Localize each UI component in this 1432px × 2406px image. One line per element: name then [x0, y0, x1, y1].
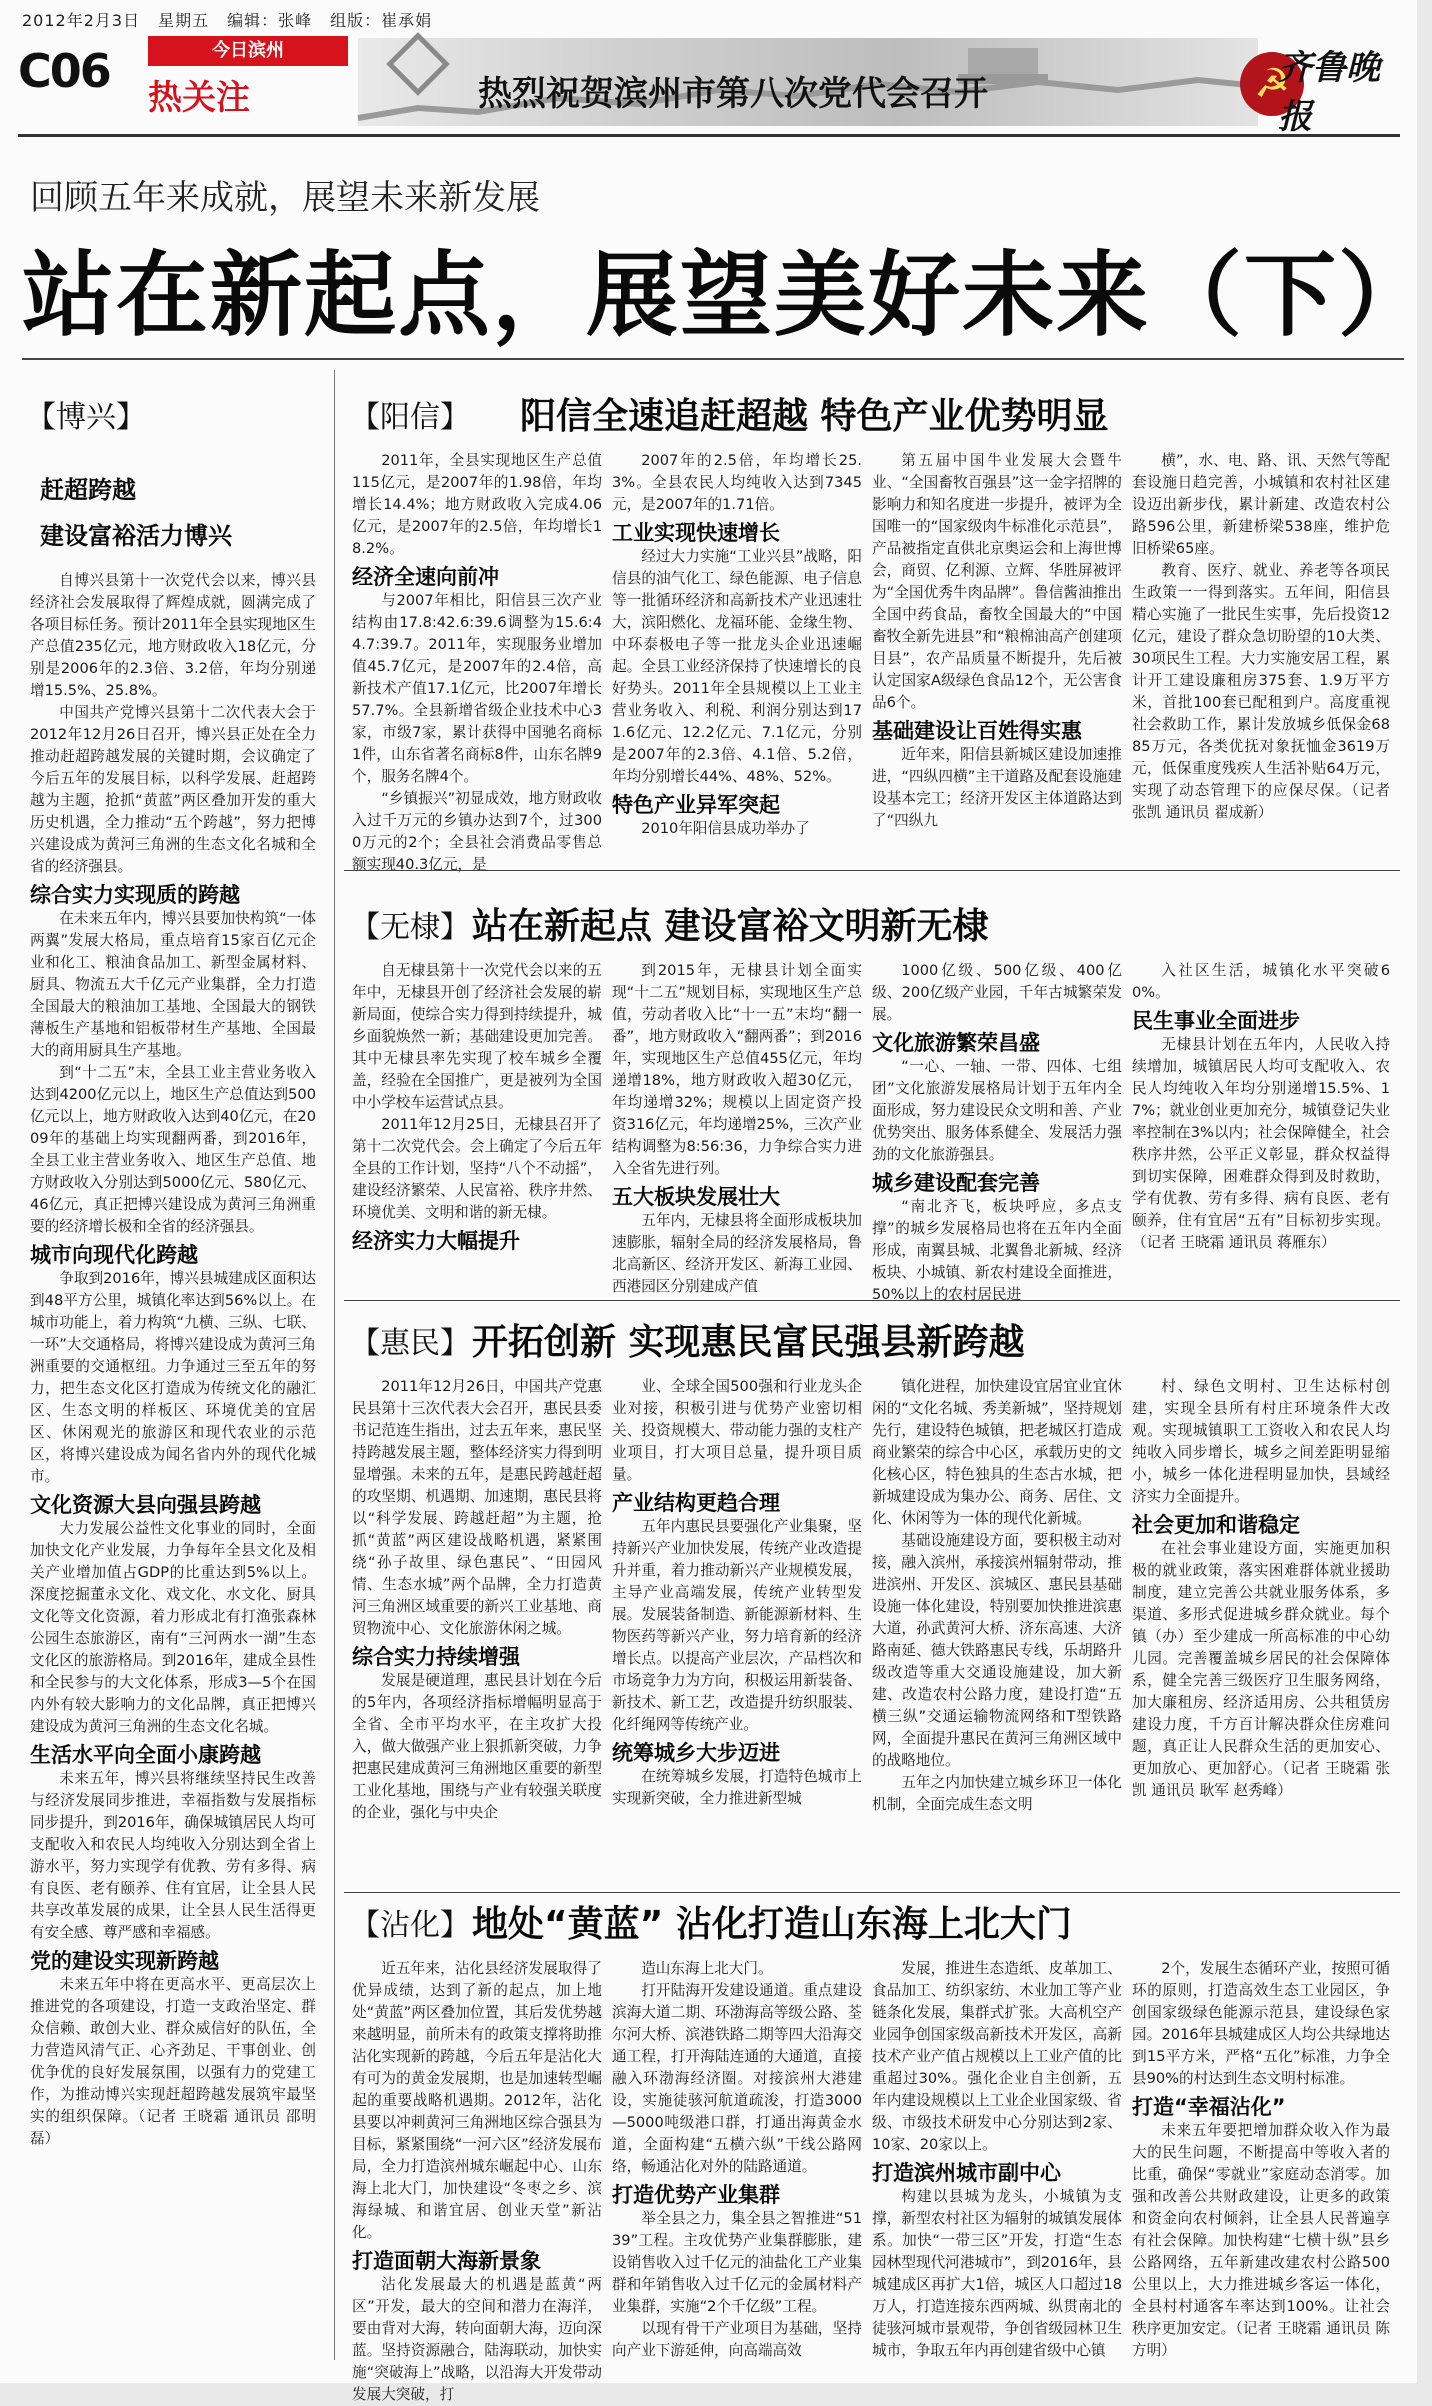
paragraph: 以现有骨干产业项目为基础，坚持向产业下游延伸，向高端高效 — [612, 2320, 862, 2359]
subheading: 产业结构更趋合理 — [612, 1491, 780, 1515]
subheading: 经济实力大幅提升 — [352, 1229, 520, 1253]
page-number: C06 — [18, 44, 110, 98]
paragraph: 在社会事业建设方面，实施更加积极的就业政策，落实困难群体就业援助制度，建立完善公共就业服务体系，多渠道、多形式促进城乡群众就业。每个镇（办）至少建成一所高标准的中心幼儿园。完善覆盖城乡居民的社会保障体系，健全完善三级医疗卫生服务网络，加大廉租房、经济适用房、公共租赁房建设力度，千方百计解决群众住房难问题，真正让人民群众生活的更加安心、更加放心、更加舒心。（记者 王晓霜 张凯 通讯员 耿军 赵秀峰） — [1132, 1540, 1390, 1799]
region-boxing-label: 【博兴】 — [26, 400, 146, 435]
paragraph: 未来五年中将在更高水平、更高层次上推进党的各项建设，打造一支政治坚定、群众信赖、敢创大业、群众威信好的队伍，全力营造风清气正、心齐劲足、干事创业、创优争优的良好发展氛围，以强有力的党建工作，为推动博兴实现赶超跨越发展筑牢最坚实的组织保障。（记者 王晓霜 通讯员 邵明磊） — [30, 1976, 316, 2147]
wudi-col-3 — [872, 960, 1122, 1330]
subheading: 特色产业异军突起 — [612, 793, 780, 817]
wudi-col-2 — [612, 960, 862, 1330]
paragraph: 在统筹城乡发展，打造特色城市上实现新突破，全力推进新型城 — [612, 1768, 862, 1807]
huimin-col-1 — [352, 1376, 602, 1876]
paragraph: 1000亿级、500亿级、400亿级、200亿级产业园，千年古城繁荣发展。 — [872, 962, 1122, 1023]
article-title: 站在新起点，展望美好未来（下） — [22, 242, 1432, 349]
yangxin-col-3 — [872, 450, 1122, 852]
wudi-heading: 站在新起点 建设富裕文明新无棣 — [472, 906, 989, 947]
subheading: 城乡建设配套完善 — [872, 1171, 1040, 1195]
yangxin-heading: 阳信全速追赶超越 特色产业优势明显 — [520, 396, 1109, 437]
region-yangxin-label: 【阳信】 — [350, 400, 470, 435]
paragraph: 沾化发展最大的机遇是蓝黄“两区”开发，最大的空间和潜力在海洋，要由背对大海，转向面朝大海，迈向深蓝。坚持资源融合，陆海联动，加快实施“突破海上”战略，以沿海大开发带动发展大突破，打 — [352, 2276, 602, 2403]
subheading: 综合实力实现质的跨越 — [30, 883, 240, 907]
paragraph: “一心、一轴、一带、四体、七组团”文化旅游发展格局计划于五年内全面形成，努力建设民众文明和善、产业优势突出、服务体系健全、发展活力强劲的文化旅游强县。 — [872, 1058, 1122, 1163]
paragraph: 横”，水、电、路、讯、天然气等配套设施日趋完善，小城镇和农村社区建设迈出新步伐，累计新建、改造农村公路596公里，新建桥梁538座，维护危旧桥梁65座。 — [1132, 452, 1390, 557]
subheading: 工业实现快速增长 — [612, 521, 780, 545]
paragraph: 入社区生活，城镇化水平突破60%。 — [1132, 962, 1390, 1001]
paragraph: “乡镇振兴”初显成效，地方财政收入过千万元的乡镇办达到7个，过3000万元的2个；全县社会消费品零售总额实现40.3亿元，是 — [352, 790, 602, 873]
paragraph: 近年来，阳信县新城区建设加速推进，“四纵四横”主干道路及配套设施建设基本完工；经济开发区主体道路达到了“四纵九 — [872, 746, 1122, 829]
paragraph: 2011年，全县实现地区生产总值115亿元，是2007年的1.98倍，年均增长14.4%；地方财政收入完成4.06亿元，是2007年的2.5倍，年均增长18.2%。 — [352, 452, 602, 557]
paragraph: 村、绿色文明村、卫生达标村创建，实现全县所有村庄环境条件大改观。实现城镇职工工资收入和农民人均纯收入同步增长，城乡之间差距明显缩小，城乡一体化进程明显加快，县域经济实力全面提升。 — [1132, 1378, 1390, 1505]
boxing-heading-2: 建设富裕活力博兴 — [40, 522, 232, 550]
title-divider — [22, 358, 1404, 360]
wudi-col-1 — [352, 960, 602, 1330]
paragraph: 基础设施建设方面，要积极主动对接，融入滨州，承接滨州辐射带动，推进滨州、开发区、滨城区、惠民县基础设施一体化建设，特别要加快推进滨惠大道，孙武黄河大桥、济东高速、大济路南延、德大铁路惠民专线，乐胡路升级改造等重大交通设施建设，加大新建、改造农村公路力度，建设打造“五横三纵”交通运输物流网络和T型铁路网，全面提升惠民在黄河三角洲区域中的战略地位。 — [872, 1532, 1122, 1769]
banner-title: 热烈祝贺滨州市第八次党代会召开 — [478, 74, 988, 114]
paragraph: “南北齐飞，板块呼应，多点支撑”的城乡发展格局也将在五年内全面形成，南翼县城、北翼鲁北新城、经济板块、小城镇、新农村建设全面推进，50%以上的农村居民进 — [872, 1198, 1122, 1303]
paragraph: 2007年的2.5倍，年均增长25.3%。全县农民人均纯收入达到7345元，是2007年的1.71倍。 — [612, 452, 862, 513]
subheading: 基础建设让百姓得实惠 — [872, 719, 1082, 743]
paragraph: 自博兴县第十一次党代会以来，博兴县经济社会发展取得了辉煌成就，圆满完成了各项目标任务。预计2011年全县实现地区生产总值235亿元，地方财政收入18亿元，分别是2006年的2.3倍、3.2倍，年均分别递增15.5%、25.8%。 — [30, 572, 316, 699]
paragraph: 五年之内加快建立城乡环卫一体化机制，全面完成生态文明 — [872, 1774, 1122, 1813]
paragraph: 业、全球全国500强和行业龙头企业对接，积极引进与优势产业密切相关、投资规模大、带动能力强的支柱产业项目，打大项目总量，提升项目质量。 — [612, 1378, 862, 1483]
huimin-col-3 — [872, 1376, 1122, 1876]
subheading: 打造面朝大海新景象 — [352, 2249, 541, 2273]
newspaper-masthead: 齐鲁晚报 — [1278, 48, 1380, 137]
paragraph: 大力发展公益性文化事业的同时，全面加快文化产业发展，力争每年全县文化及相关产业增加值占GDP的比重达到5%以上。深度挖掘董永文化、戏文化、水文化、厨具文化等文化资源，着力形成北有打渔张森林公园生态旅游区，南有“三河两水一湖”生态文化区的旅游格局。到2016年，建成全县性和全民参与的大文化体系，形成3—5个在国内外有较大影响力的文化品牌，真正把博兴建设成为黄河三角洲的生态文化名城。 — [30, 1520, 316, 1735]
subheading: 党的建设实现新跨越 — [30, 1949, 219, 1973]
huimin-col-2 — [612, 1376, 862, 1876]
wudi-col-4 — [1132, 960, 1390, 1330]
boxing-heading-1: 赶超跨越 — [40, 476, 136, 504]
paragraph: 五年内惠民县要强化产业集聚，坚持新兴产业加快发展，传统产业改造提升并重，着力推动新兴产业规模发展，主导产业高端发展，传统产业转型发展。发展装备制造、新能源新材料、生物医药等新兴产业，努力培育新的经济增长点。以提高产业层次，产品档次和市场竞争力为方向，积极运用新装备、新技术、新工艺，改造提升纺织服装、化纤绳网等传统产业。 — [612, 1518, 862, 1733]
paragraph: 2010年阳信县成功举办了 — [641, 820, 810, 837]
subheading: 统筹城乡大步迈进 — [612, 1741, 780, 1765]
paragraph: 镇化进程，加快建设宜居宜业宜休闲的“文化名城、秀美新城”，坚持规划先行，建设特色城镇，把老城区打造成商业繁荣的综合中心区，承载历史的文化核心区，特色独具的生态古水城，把新城建设成为集办公、商务、居住、文化、休闲等为一体的现代化新城。 — [872, 1378, 1122, 1527]
paragraph: 中国共产党博兴县第十二次代表大会于2012年12月26日召开，博兴县正处在全力推动赶超跨越发展的关键时期，会议确定了今后五年的发展目标，以科学发展、赶超跨越为主题，抢抓“黄蓝”两区叠加开发的重大历史机遇，全力推动“五个跨越”，努力把博兴建设成为黄河三角洲的生态文化名城和全省的经济强县。 — [30, 704, 316, 875]
layout-credit: 组版：崔承娟 — [330, 11, 433, 30]
subheading: 文化资源大县向强县跨越 — [30, 1493, 261, 1517]
paragraph: 争取到2016年，博兴县城建成区面积达到48平方公里，城镇化率达到56%以上。在城市功能上，着力构筑“九横、三纵、七联、一环”大交通格局，将博兴建设成为黄河三角洲重要的交通枢纽。力争通过三至五年的努力，把生态文化区打造成为传统文化的融汇区、生态文明的样板区、环境优美的宜居区、休闲观光的旅游区和现代农业的示范区，将博兴建设成为闻名省内外的现代化城市。 — [30, 1270, 316, 1485]
subheading: 打造滨州城市副中心 — [872, 2161, 1061, 2185]
paragraph: 2011年12月25日，无棣县召开了第十二次党代会。会上确定了今后五年全县的工作计划，坚持“八个不动摇”，建设经济繁荣、人民富裕、秩序井然、环境优美、文明和谐的新无棣。 — [352, 1116, 602, 1221]
yangxin-col-4 — [1132, 450, 1390, 852]
paragraph: 五年内，无棣县将全面形成板块加速膨胀，辐射全局的经济发展格局，鲁北高新区、经济开发区、新海工业园、西港园区分别建成产值 — [612, 1212, 862, 1295]
paragraph: 第五届中国牛业发展大会暨牛业、“全国畜牧百强县”这一金字招牌的影响力和知名度进一步提升，被评为全国唯一的“国家级肉牛标准化示范县”，产品被指定直供北京奥运会和上海世博会，商贸、亿利源、立辉、华胜屏被评为“全国优秀牛肉品牌”。鲁信酱油推出全国中药食品，畜牧全国最大的“中国畜牧全新先进县”和“粮棉油高产创建项目县”，农产品质量不断提升，先后被认定国家A级绿色食品12个，无公害食品6个。 — [872, 452, 1122, 711]
huimin-col-4 — [1132, 1376, 1390, 1876]
issue-weekday: 星期五 — [158, 11, 210, 30]
yangxin-col-1 — [352, 450, 602, 873]
paragraph: 经过大力实施“工业兴县”战略，阳信县的油气化工、绿色能源、电子信息等一批循环经济和高新技术产业迅速壮大，滨阳燃化、龙福环能、金缘生物、中环泰极电子等一批龙头企业迅速崛起。全县工业经济保持了快速增长的良好势头。2011年全县规模以上工业主营业务收入、利税、利润分别达到171.6亿元、12.2亿元、7.1亿元，分别是2007年的2.3倍、4.1倍、5.2倍，年均分别增长44%、48%、52%。 — [612, 548, 862, 785]
paragraph: 举全县之力，集全县之智推进“5139”工程。主攻优势产业集群膨胀，建设销售收入过千亿元的油盐化工产业集群和年销售收入过千亿元的金属材料产业集群，实施“2个千亿级”工程。 — [612, 2210, 862, 2315]
zhanhua-col-3 — [872, 1958, 1122, 2368]
paragraph: 自无棣县第十一次党代会以来的五年中，无棣县开创了经济社会发展的崭新局面，使综合实力得到持续提升，城乡面貌焕然一新；基础建设更加完善。其中无棣县率先实现了校车城乡全覆盖，经验在全国推广，更是被列为全国中小学校车运营试点县。 — [352, 962, 602, 1111]
paragraph: 近五年来，沾化县经济发展取得了优异成绩，达到了新的起点，加上地处“黄蓝”两区叠加位置，其后发优势越来越明显，前所未有的政策支撑将助推沾化实现新的跨越，今后五年是沾化大有可为的黄金发展期，也是加速转型崛起的重要战略机遇期。2012年，沾化县要以冲刺黄河三角洲地区综合强县为目标，紧紧围绕“一河六区”经济发展布局，全力打造滨州城东崛起中心、山东海上北大门，加快建设“冬枣之乡、滨海绿城、和谐宜居、创业天堂”新沾化。 — [352, 1960, 602, 2241]
subheading: 综合实力持续增强 — [352, 1645, 520, 1669]
subheading: 经济全速向前冲 — [352, 565, 499, 589]
paragraph: 与2007年相比，阳信县三次产业结构由17.8:42.6:39.6调整为15.6:44.7:39.7。2011年，实现服务业增加值45.7亿元，是2007年的2.4倍，高新技术产值17.1亿元，比2007年增长57.7%。全县新增省级企业技术中心3家，市级7家，累计获得中国驰名商标1件，山东省著名商标8件，山东名牌9个，服务名牌4个。 — [352, 592, 602, 785]
subheading: 城市向现代化跨越 — [30, 1243, 198, 1267]
subheading: 打造优势产业集群 — [612, 2183, 780, 2207]
region-huimin-label: 【惠民】 — [350, 1326, 470, 1361]
boxing-body — [30, 570, 316, 2360]
paragraph: 未来五年，博兴县将继续坚持民生改善与经济发展同步推进，幸福指数与发展指标同步提升，到2016年，确保城镇居民人均可支配收入和农民人均纯收入分别达到全省上游水平，努力实现学有优教、劳有多得、病有良医、老有颐养、住有宜居，让全县人民共享改革发展的成果，让全县人民生活得更有安全感、尊严感和幸福感。 — [30, 1770, 316, 1941]
subheading: 文化旅游繁荣昌盛 — [872, 1031, 1040, 1055]
page-info-line — [22, 8, 450, 31]
zhanhua-col-2 — [612, 1958, 862, 2368]
subheading: 五大板块发展壮大 — [612, 1185, 780, 1209]
section-divider — [344, 1892, 1400, 1893]
editor-credit: 编辑：张峰 — [227, 11, 313, 30]
yangxin-col-2 — [612, 450, 862, 852]
subheading: 民生事业全面进步 — [1132, 1009, 1300, 1033]
paragraph: 构建以县城为龙头，小城镇为支撑，新型农村社区为辐射的城镇发展体系。加快“一带三区”开发，打造“生态园林型现代河港城市”，到2016年，县城建成区再扩大1倍，城区人口超过18万人，打造连接东西两城、纵贯南北的徒骇河城市景观带，争创省级园林卫生城市，争取五年内再创建省级中心镇 — [872, 2188, 1122, 2359]
page-header — [18, 32, 1400, 137]
paragraph: 发展，推进生态造纸、皮革加工、食品加工、纺织家纺、木业加工等产业链条化发展，集群式扩张。大高机空产业园争创国家级高新技术开发区，高新技术产业产值占规模以上工业产值的比重超过30%。强化企业自主创新，五年内建设规模以上工业企业国家级、省级、市级技术研发中心分别达到2家、10家、20家以上。 — [872, 1960, 1122, 2153]
column-divider — [334, 370, 335, 2360]
paragraph: 教育、医疗、就业、养老等各项民生政策一一得到落实。五年间，阳信县精心实施了一批民生实事，先后投资12亿元，建设了群众急切盼望的10大类、30项民生工程。大力实施安居工程，累计开工建设廉租房375套、1.9万平方米，首批100套已配租到户。高度重视社会救助工作，累计发放城乡低保金6885万元，各类优抚对象抚恤金3619万元，低保重度残疾人生活补贴64万元，实现了动态管理下的应保尽保。（记者 张凯 通讯员 翟成新） — [1132, 562, 1390, 821]
zhanhua-col-1 — [352, 1958, 602, 2403]
zhanhua-col-4 — [1132, 1958, 1390, 2368]
section-tag — [148, 36, 348, 134]
article-subtitle: 回顾五年来成就，展望未来新发展 — [30, 178, 540, 218]
paragraph: 2个，发展生态循环产业，按照可循环的原则，打造高效生态工业园区，争创国家级绿色能源示范县，建设绿色家园。2016年县城建成区人均公共绿地达到15平方米，严格“五化”标准，力争全县90%的村达到生态文明村标准。 — [1132, 1960, 1390, 2087]
hammer-sickle-icon: ☭ — [1240, 52, 1304, 116]
paragraph: 到2015年，无棣县计划全面实现“十二五”规划目标，实现地区生产总值，劳动者收入比“十一五”末均“翻一番”，地方财政收入“翻两番”；到2016年，实现地区生产总值455亿元，年均递增18%，地方财政收入超30亿元，年均递增32%；规模以上固定资产投资316亿元，年均递增25%，三次产业结构调整为8:56:36，力争综合实力进入全省先进行列。 — [612, 962, 863, 1177]
subheading: 社会更加和谐稳定 — [1132, 1513, 1300, 1537]
subheading: 打造“幸福沾化” — [1132, 2095, 1286, 2119]
paragraph: 2011年12月26日，中国共产党惠民县第十三次代表大会召开，惠民县委书记范连生指出，过去五年来，惠民坚持跨越发展主题，整体经济实力得到明显增强。未来的五年，是惠民跨越赶超的攻坚期、机遇期、加速期，惠民县将以“科学发展、跨越赶超”为主题，抢抓“黄蓝”两区建设战略机遇，紧紧围绕“孙子故里、绿色惠民”、“田园风情、生态水城”两个品牌，全力打造黄河三角洲区域重要的新兴工业基地、商贸物流中心、文化旅游休闲之城。 — [352, 1378, 602, 1637]
subheading: 生活水平向全面小康跨越 — [30, 1743, 261, 1767]
paragraph: 打开陆海开发建设通道。重点建设滨海大道二期、环渤海高等级公路、荃尔河大桥、滨港铁路二期等四大沿海交通工程，打开海陆连通的大通道，直接融入环渤海经济圈。对接滨州大港建设，实施徒骇河航道疏浚，打造3000—5000吨级港口群，打通出海黄金水道，全面构建“五横六纵”干线公路网络，畅通沾化对外的陆路通道。 — [612, 1982, 862, 2175]
zhanhua-heading: 地处“黄蓝” 沾化打造山东海上北大门 — [472, 1904, 1072, 1945]
paragraph: 到“十二五”末，全县工业主营业务收入达到4200亿元以上，地区生产总值达到500亿元以上，地方财政收入达到40亿元，在2009年的基础上均实现翻两番，到2016年，全县工业主营业务收入、地区生产总值、地方财政收入分别达到5000亿元、580亿元、46亿元，真正把博兴建设成为黄河三角洲重要的经济增长极和全省的经济强县。 — [30, 1064, 316, 1235]
paragraph: 未来五年要把增加群众收入作为最大的民生问题，不断提高中等收入者的比重，确保“零就业”家庭动态消零。加强和改善公共财政建设，让更多的政策和资金向农村倾斜，让全县人民普遍享有社会保障。加快构建“七横十纵”县乡公路网络，五年新建改建农村公路500公里以上，大力推进城乡客运一体化，全县村村通客车率达到100%。让社会秩序更加安定。（记者 王晓霜 通讯员 陈方明） — [1132, 2122, 1390, 2359]
section-divider — [344, 1300, 1400, 1301]
huimin-heading: 开拓创新 实现惠民富民强县新跨越 — [472, 1322, 1025, 1363]
region-wudi-label: 【无棣】 — [350, 910, 470, 945]
paragraph: 发展是硬道理，惠民县计划在今后的5年内，各项经济指标增幅明显高于全省、全市平均水平，在主攻扩大投入，做大做强产业上狠抓新突破，力争把惠民建成黄河三角洲地区重要的新型工业化基地，围绕与产业有较强关联度的企业，强化与中央企 — [352, 1672, 602, 1821]
paragraph: 无棣县计划在五年内，人民收入持续增加，城镇居民人均可支配收入、农民人均纯收入年均分别递增15.5%、17%；就业创业更加充分，城镇登记失业率控制在3%以内；社会保障健全，社会秩序井然，公平正义彰显，群众权益得到切实保障，困难群众得到及时救助，学有优教、劳有多得、病有良医、老有颐养，住有宜居“五有”目标初步实现。（记者 王晓霜 通讯员 蒋雁东） — [1132, 1036, 1390, 1251]
section-divider — [344, 870, 1400, 871]
issue-date: 2012年2月3日 — [22, 11, 141, 30]
paragraph: 在未来五年内，博兴县要加快构筑“一体两翼”发展大格局，重点培育15家百亿元企业和化工、粮油食品加工、新型金属材料、厨具、物流五大千亿元产业集群，全力打造全国最大的粮油加工基地、全国最大的钢铁薄板生产基地和铝板带材生产基地、全国最大的商用厨具生产基地。 — [30, 910, 316, 1059]
section-top-label: 今日滨州 — [148, 36, 348, 66]
section-main-label: 热关注 — [148, 78, 250, 118]
paragraph: 造山东海上北大门。 — [641, 1960, 773, 1977]
region-zhanhua-label: 【沾化】 — [350, 1908, 470, 1943]
